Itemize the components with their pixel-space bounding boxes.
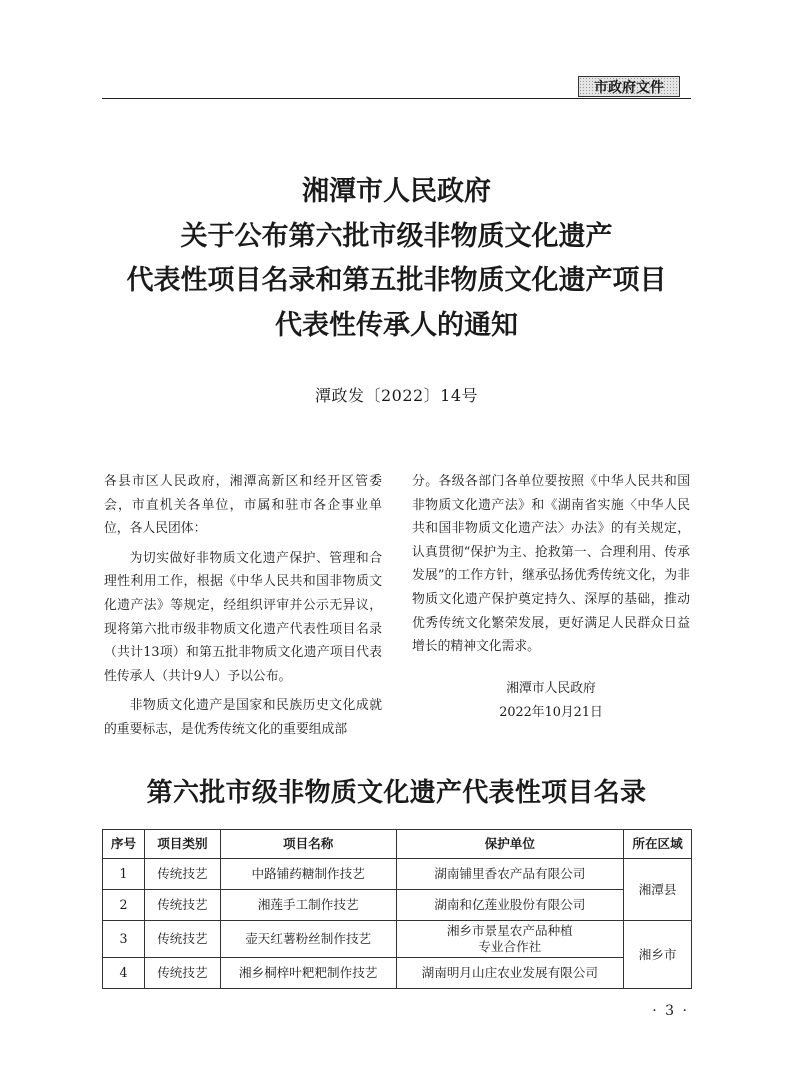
cell-category: 传统技艺 [144,859,220,890]
title-line-2: 关于公布第六批市级非物质文化遗产 [180,220,613,252]
table-header-row [103,830,692,859]
cell-serial-no: 4 [103,958,145,989]
cell-project-name: 壶天红薯粉丝制作技艺 [220,921,396,958]
document-title [90,170,703,348]
body-paragraph-1: 为切实做好非物质文化遗产保护、管理和合理性利用工作，根据《中华人民共和国非物质文化遗产法》等规定，经组织评审并公示无异议，现将第六批市级非物质文化遗产代表性项目名录（共计13项）和第五批非物质文化遗产项目代表性传承人（共计9人）予以公布。 [104,550,382,684]
header-category-tag: 市政府文件 [578,76,680,97]
body-column-left [104,470,382,748]
page-number: · 3 · [652,1003,689,1019]
cell-category: 传统技艺 [144,890,220,921]
signature-block [412,677,690,724]
salutation: 各县市区人民政府，湘潭高新区和经开区管委会，市直机关各单位，市属和驻市各企事业单位，各人民团体： [104,474,382,537]
cell-serial-no: 3 [103,921,145,958]
section-title: 第六批市级非物质文化遗产代表性项目名录 [146,778,647,808]
body-paragraph-2-end: 分。各级各部门各单位要按照《中华人民共和国非物质文化遗产法》和《湖南省实施〈中华人民共和国非物质文化遗产法〉办法》的有关规定，认真贯彻“保护为主、抢救第一、合理利用、传承发展”的工作方针，继承弘扬优秀传统文化，为非物质文化遗产保护奠定持久、深厚的基础，推动优秀传统文化繁荣发展，更好满足人民群众日益增长的精神文化需求。 [412,474,690,655]
table-row [103,958,692,989]
header-divider [102,98,691,99]
cell-category: 传统技艺 [144,921,220,958]
cell-region: 湘潭县 [624,859,692,921]
header-region: 所在区域 [624,830,692,859]
cell-region: 湘乡市 [624,921,692,989]
table-row [103,921,692,958]
cell-protection-unit-line-2: 专业合作社 [478,939,542,954]
header-protection-unit: 保护单位 [396,830,624,859]
cell-protection-unit-line-1: 湘乡市景星农产品种植 [446,923,573,938]
cell-project-name: 湘乡桐梓叶粑粑制作技艺 [220,958,396,989]
header-project-name: 项目名称 [220,830,396,859]
title-line-4: 代表性传承人的通知 [275,309,518,341]
header-category: 项目类别 [144,830,220,859]
heritage-projects-table [102,829,692,989]
document-number: 潭政发〔2022〕14号 [314,386,479,405]
cell-protection-unit: 湖南铺里香农产品有限公司 [396,859,624,890]
cell-protection-unit: 湖南明月山庄农业发展有限公司 [396,958,624,989]
title-line-1: 湘潭市人民政府 [302,176,491,207]
cell-project-name: 湘莲手工制作技艺 [220,890,396,921]
title-line-3: 代表性项目名录和第五批非物质文化遗产项目 [126,265,667,296]
cell-protection-unit: 湖南和亿莲业股份有限公司 [396,890,624,921]
cell-protection-unit [396,921,624,958]
header-serial-no: 序号 [103,830,145,859]
cell-category: 传统技艺 [144,958,220,989]
cell-serial-no: 1 [103,859,145,890]
signature-date: 2022年10月21日 [499,704,603,720]
cell-project-name: 中路铺药糖制作技艺 [220,859,396,890]
body-paragraph-2-start: 非物质文化遗产是国家和民族历史文化成就的重要标志，是优秀传统文化的重要组成部 [104,698,382,737]
table-row [103,859,692,890]
body-column-right [412,470,690,665]
table-row [103,890,692,921]
cell-serial-no: 2 [103,890,145,921]
signature-issuer: 湘潭市人民政府 [506,681,596,696]
